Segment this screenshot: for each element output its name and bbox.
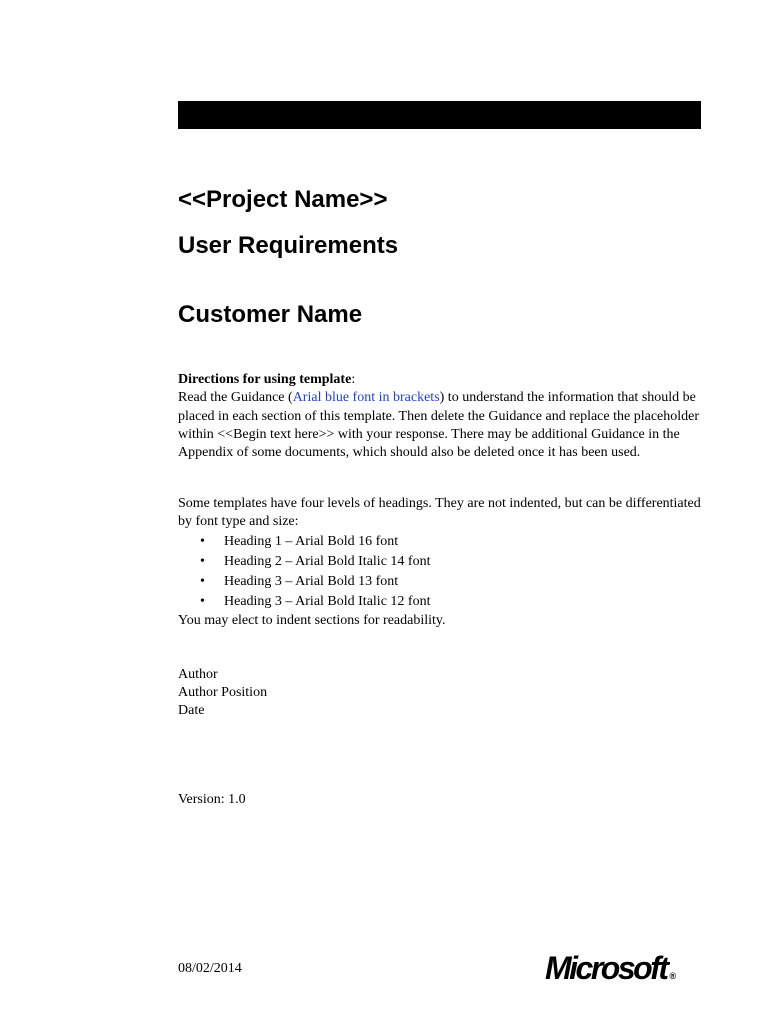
microsoft-logo-text: Microsoft xyxy=(545,950,667,986)
author-section xyxy=(178,666,718,720)
directions-label: Directions for using template xyxy=(178,372,352,387)
document-title-heading: User Requirements xyxy=(178,232,399,259)
list-item-text: Heading 2 – Arial Bold Italic 14 font xyxy=(224,553,431,569)
header-bar xyxy=(178,101,701,129)
author-date: Date xyxy=(178,703,205,718)
customer-name-heading: Customer Name xyxy=(178,301,363,328)
bullet-icon: • xyxy=(200,573,205,589)
project-name-heading: <<Project Name>> xyxy=(178,186,388,213)
directions-heading-line xyxy=(178,371,718,389)
list-item-text: Heading 3 – Arial Bold 13 font xyxy=(224,573,399,589)
headings-list xyxy=(178,532,718,612)
list-item xyxy=(178,592,718,612)
version-line: Version: 1.0 xyxy=(178,792,246,807)
headings-section xyxy=(178,495,718,630)
guidance-example-text: Arial blue font in brackets xyxy=(292,390,440,406)
microsoft-logo xyxy=(545,948,677,988)
registered-mark: ® xyxy=(669,971,677,981)
directions-text-after: ) to understand the information that should be placed in each section of this template. Then delete the Guidance and replace the placeholder within <<Begin text here>> with your response. There may be additional Guidance in the Appendix of some documents, which should also be deleted once it has been used. xyxy=(178,390,700,461)
bullet-icon: • xyxy=(200,533,205,549)
footer-date: 08/02/2014 xyxy=(178,961,242,976)
directions-text-before: Read the Guidance ( xyxy=(178,390,293,406)
directions-paragraph xyxy=(178,389,718,462)
headings-intro: Some templates have four levels of headings. They are not indented, but can be differentiated by font type and size: xyxy=(178,496,701,530)
directions-label-colon: : xyxy=(351,372,356,387)
list-item xyxy=(178,532,718,552)
headings-outro: You may elect to indent sections for readability. xyxy=(178,612,446,628)
list-item-text: Heading 1 – Arial Bold 16 font xyxy=(224,533,399,549)
list-item xyxy=(178,552,718,572)
list-item-text: Heading 3 – Arial Bold Italic 12 font xyxy=(224,593,431,609)
author-name: Author xyxy=(178,667,218,682)
bullet-icon: • xyxy=(200,553,205,569)
directions-section xyxy=(178,371,718,462)
list-item xyxy=(178,572,718,592)
author-position: Author Position xyxy=(178,685,268,700)
bullet-icon: • xyxy=(200,593,205,609)
